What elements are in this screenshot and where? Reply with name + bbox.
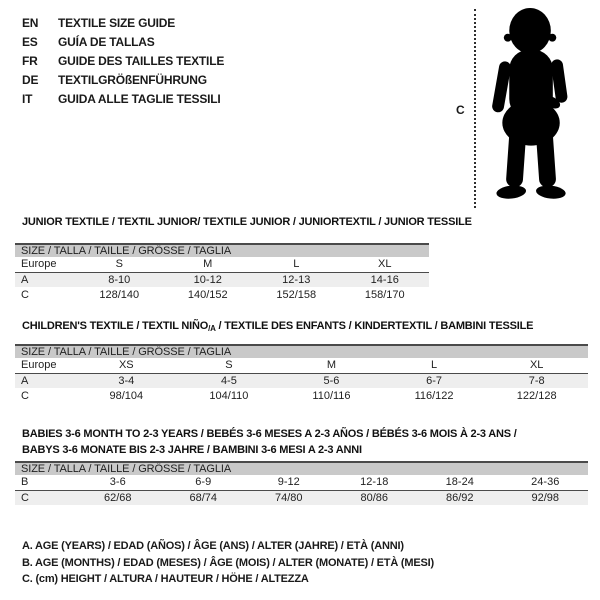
size-header-label: SIZE / TALLA / TAILLE / GRÖSSE / TAGLIA	[15, 462, 588, 475]
language-row	[22, 89, 224, 108]
height-measure-label: C	[456, 103, 465, 117]
size-header-row	[15, 462, 588, 475]
size-cell: M	[164, 257, 253, 272]
babies-section-title	[22, 427, 582, 458]
size-cell: 14-16	[341, 272, 430, 287]
size-table-children	[15, 344, 588, 403]
legend-note-a: A. AGE (YEARS) / EDAD (AÑOS) / ÂGE (ANS) / ALTER (JAHRE) / ETÀ (ANNI)	[22, 540, 404, 552]
size-cell: 98/104	[109, 389, 144, 402]
size-cell: 92/98	[503, 490, 589, 505]
row-label: C	[15, 490, 75, 505]
height-measure-dotted-line	[474, 9, 476, 208]
size-cell: 3-4	[75, 373, 178, 388]
size-cell: 152/158	[276, 288, 317, 301]
children-title-suffix: / TEXTILE DES ENFANTS / KINDERTEXTIL / BAMBINI TESSILE	[215, 320, 534, 332]
size-cell: 10-12	[164, 272, 253, 287]
size-cell: 158/170	[364, 288, 405, 301]
language-row	[22, 51, 224, 70]
guide-title: GUIDA ALLE TAGLIE TESSILI	[58, 91, 221, 106]
language-code: ES	[22, 34, 38, 49]
size-cell: 12-18	[332, 475, 418, 490]
size-cell: 7-8	[485, 373, 588, 388]
row-label: Europe	[15, 358, 75, 373]
size-cell: 4-5	[178, 373, 281, 388]
row-label: A	[15, 272, 75, 287]
guide-title: GUÍA DE TALLAS	[58, 34, 155, 49]
size-cell: 6-7	[383, 373, 486, 388]
language-code: DE	[22, 72, 39, 87]
size-cell: 24-36	[503, 475, 589, 490]
size-cell: XL	[341, 257, 430, 272]
size-header-row	[15, 345, 588, 358]
table-row	[15, 475, 588, 490]
size-cell: 122/128	[516, 389, 557, 402]
table-row	[15, 287, 429, 302]
legend-note-c: C. (cm) HEIGHT / ALTURA / HAUTEUR / HÖHE / ALTEZZA	[22, 573, 309, 585]
table-row	[15, 388, 588, 403]
row-label: A	[15, 373, 75, 388]
language-row	[22, 13, 224, 32]
size-cell: L	[383, 358, 486, 373]
legend-notes	[22, 538, 434, 588]
table-row	[15, 272, 429, 287]
size-cell: M	[280, 358, 383, 373]
size-cell: L	[252, 257, 341, 272]
language-row	[22, 32, 224, 51]
size-cell: 116/122	[414, 389, 454, 402]
size-cell: 6-9	[161, 475, 247, 490]
size-cell: S	[75, 257, 164, 272]
size-cell: 110/116	[312, 389, 351, 402]
size-header-label: SIZE / TALLA / TAILLE / GRÖSSE / TAGLIA	[15, 345, 588, 358]
size-cell: 3-6	[75, 475, 161, 490]
babies-title-line1: BABIES 3-6 MONTH TO 2-3 YEARS / BEBÉS 3-6 MESES A 2-3 AÑOS / BÉBÉS 3-6 MOIS À 2-3 ANS /	[22, 428, 517, 440]
size-cell: 86/92	[417, 490, 503, 505]
size-header-label: SIZE / TALLA / TAILLE / GRÖSSE / TAGLIA	[15, 244, 429, 257]
size-cell: 140/152	[187, 288, 228, 301]
size-cell: 104/110	[209, 389, 249, 402]
size-cell: 74/80	[246, 490, 332, 505]
children-section-title	[22, 320, 533, 333]
legend-note-b: B. AGE (MONTHS) / EDAD (MESES) / ÂGE (MOIS) / ALTER (MONATE) / ETÀ (MESI)	[22, 556, 434, 569]
language-code: IT	[22, 91, 33, 106]
size-cell: 5-6	[280, 373, 383, 388]
children-title-subscript: /A	[208, 324, 216, 333]
size-cell: 80/86	[332, 490, 418, 505]
row-label: C	[21, 288, 29, 301]
table-row	[15, 490, 588, 505]
row-label: Europe	[15, 257, 75, 272]
children-title-prefix: CHILDREN'S TEXTILE / TEXTIL NIÑO	[22, 320, 209, 332]
size-cell: 18-24	[417, 475, 503, 490]
row-label: B	[15, 475, 75, 490]
size-header-row	[15, 244, 429, 257]
babies-title-line2: BABYS 3-6 MONATE BIS 2-3 JAHRE / BAMBINI 3-6 MESI A 2-3 ANNI	[22, 443, 362, 456]
size-cell: 9-12	[246, 475, 332, 490]
toddler-silhouette	[484, 6, 586, 204]
table-row	[15, 257, 429, 272]
language-code: FR	[22, 53, 38, 68]
size-table-babies	[15, 461, 588, 505]
size-cell: 62/68	[75, 490, 161, 505]
size-cell: S	[178, 358, 281, 373]
row-label: C	[21, 389, 29, 402]
guide-title: GUIDE DES TAILLES TEXTILE	[58, 53, 225, 68]
junior-section-title: JUNIOR TEXTILE / TEXTIL JUNIOR/ TEXTILE JUNIOR / JUNIORTEXTIL / JUNIOR TESSILE	[22, 216, 472, 228]
language-row	[22, 70, 224, 89]
table-row	[15, 358, 588, 373]
size-cell: 12-13	[252, 272, 341, 287]
guide-title: TEXTILE SIZE GUIDE	[58, 15, 176, 30]
language-title-list	[22, 13, 224, 108]
size-cell: XS	[75, 358, 178, 373]
guide-title: TEXTILGRÖßENFÜHRUNG	[58, 72, 207, 87]
language-code: EN	[22, 15, 39, 30]
size-table-junior	[15, 243, 429, 302]
size-cell: XL	[485, 358, 588, 373]
table-row	[15, 373, 588, 388]
size-cell: 8-10	[75, 272, 164, 287]
size-cell: 68/74	[161, 490, 247, 505]
size-cell: 128/140	[99, 288, 140, 301]
